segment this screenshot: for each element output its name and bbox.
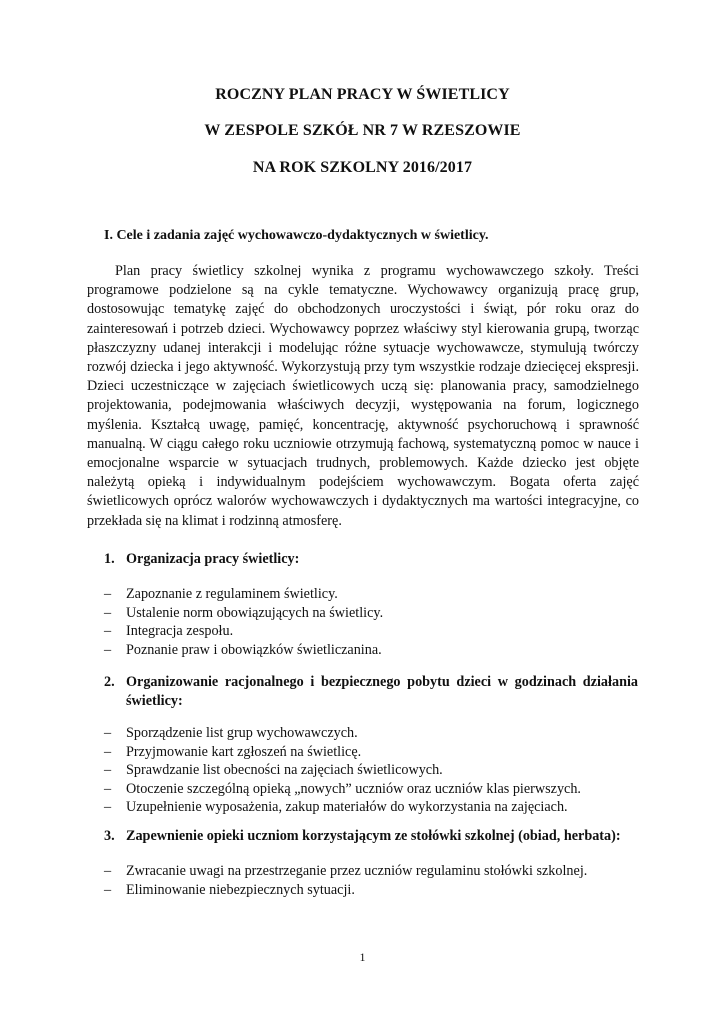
dash-bullet: – bbox=[104, 881, 112, 898]
list-item bbox=[104, 881, 638, 900]
dash-bullet: – bbox=[104, 641, 112, 658]
dash-bullet: – bbox=[104, 762, 112, 778]
section-1-title bbox=[104, 550, 638, 569]
dash-bullet: – bbox=[104, 743, 112, 760]
dash-bullet: – bbox=[104, 780, 112, 797]
list-item-text: Zwracanie uwagi na przestrzeganie przez uczniów regulaminu stołówki szkolnej. bbox=[126, 863, 588, 879]
list-item-text: Sporządzenie list grup wychowawczych. bbox=[126, 725, 358, 741]
list-item-text: Sprawdzanie list obecności na zajęciach świetlicowych. bbox=[126, 762, 443, 778]
list-item-text: Uzupełnienie wyposażenia, zakup materiałów do wykorzystania na zajęciach. bbox=[126, 799, 568, 815]
list-item-text: Ustalenie norm obowiązujących na świetlicy. bbox=[126, 604, 384, 621]
list-item bbox=[104, 622, 638, 641]
document-title-line-3: NA ROK SZKOLNY 2016/2017 bbox=[252, 159, 473, 176]
dash-bullet: – bbox=[104, 799, 112, 815]
list-item bbox=[104, 641, 638, 660]
dash-bullet: – bbox=[104, 604, 112, 621]
dash-bullet: – bbox=[104, 863, 112, 879]
list-item bbox=[104, 780, 638, 799]
section-2-list bbox=[104, 724, 638, 817]
dash-bullet: – bbox=[104, 623, 112, 639]
section-3-number: 3. bbox=[104, 828, 115, 844]
intro-paragraph: Plan pracy świetlicy szkolnej wynika z programu wychowawczego szkoły. Treści programowe podzielone są na cykle tematyczne. Wychowawcy organizują pracę grup, dostosowując tematykę zajęć do obchodzonych uroczystości i świąt, pór roku oraz do zainteresowań i potrzeb dzieci. Wychowawcy poprzez właściwy styl kierowania grupą, tworząc płaszczyzny udanej interakcji i modelując różne sytuacje wychowawcze, stymulują twórczy rozwój dziecka i jego aktywność. Wykorzystują przy tym wszystkie rodzaje dziecięcej ekspresji. Dzieci uczestniczące w zajęciach świetlicowych uczą się: planowania pracy, samodzielnego projektowania, podejmowania właściwych decyzji, występowania na forum, logicznego myślenia. Kształcą uwagę, pamięć, koncentrację, aktywność psychoruchową i sprawność manualną. W ciągu całego roku uczniowie otrzymują fachową, systematyczną pomoc w nauce i emocjonalne wsparcie w sytuacjach trudnych, problemowych. Każde dziecko jest objęte należytą opieką i indywidualnym podejściem wychowawczym. Bogata oferta zajęć świetlicowych oprócz walorów wychowawczych i dydaktycznych ma wartości integracyjne, co przekłada się na klimat i rodzinną atmosferę. bbox=[87, 263, 639, 529]
document-title-line-1: ROCZNY PLAN PRACY W ŚWIETLICY bbox=[215, 86, 510, 103]
section-2-title-text: Organizowanie racjonalnego i bezpiecznego pobytu dzieci w godzinach działania świetlicy: bbox=[126, 674, 638, 709]
list-item bbox=[104, 743, 638, 762]
dash-bullet: – bbox=[104, 725, 112, 741]
section-3-title bbox=[104, 827, 638, 846]
list-item bbox=[104, 724, 638, 743]
list-item-text: Poznanie praw i obowiązków świetliczanina. bbox=[126, 641, 382, 658]
list-item-text: Integracja zespołu. bbox=[126, 623, 234, 639]
list-item-text: Przyjmowanie kart zgłoszeń na świetlicę. bbox=[126, 743, 362, 760]
list-item bbox=[104, 585, 638, 604]
section-heading: I. Cele i zadania zajęć wychowawczo-dydaktycznych w świetlicy. bbox=[104, 228, 489, 243]
list-item-text: Otoczenie szczególną opieką „nowych” uczniów oraz uczniów klas pierwszych. bbox=[126, 780, 581, 797]
section-3-list bbox=[104, 862, 638, 899]
section-3-title-text: Zapewnienie opieki uczniom korzystającym ze stołówki szkolnej (obiad, herbata): bbox=[126, 828, 621, 844]
list-item bbox=[104, 798, 638, 817]
section-1-list bbox=[104, 585, 638, 659]
list-item bbox=[104, 761, 638, 780]
page-number: 1 bbox=[359, 950, 366, 964]
list-item bbox=[104, 604, 638, 623]
dash-bullet: – bbox=[104, 586, 112, 602]
section-1-number: 1. bbox=[104, 551, 115, 567]
section-2-title bbox=[104, 673, 638, 711]
section-2-number: 2. bbox=[104, 674, 115, 690]
list-item bbox=[104, 862, 638, 881]
section-1-title-text: Organizacja pracy świetlicy: bbox=[126, 551, 300, 567]
list-item-text: Eliminowanie niebezpiecznych sytuacji. bbox=[126, 881, 355, 898]
list-item-text: Zapoznanie z regulaminem świetlicy. bbox=[126, 586, 338, 602]
document-title-line-2: W ZESPOLE SZKÓŁ NR 7 W RZESZOWIE bbox=[204, 122, 521, 139]
